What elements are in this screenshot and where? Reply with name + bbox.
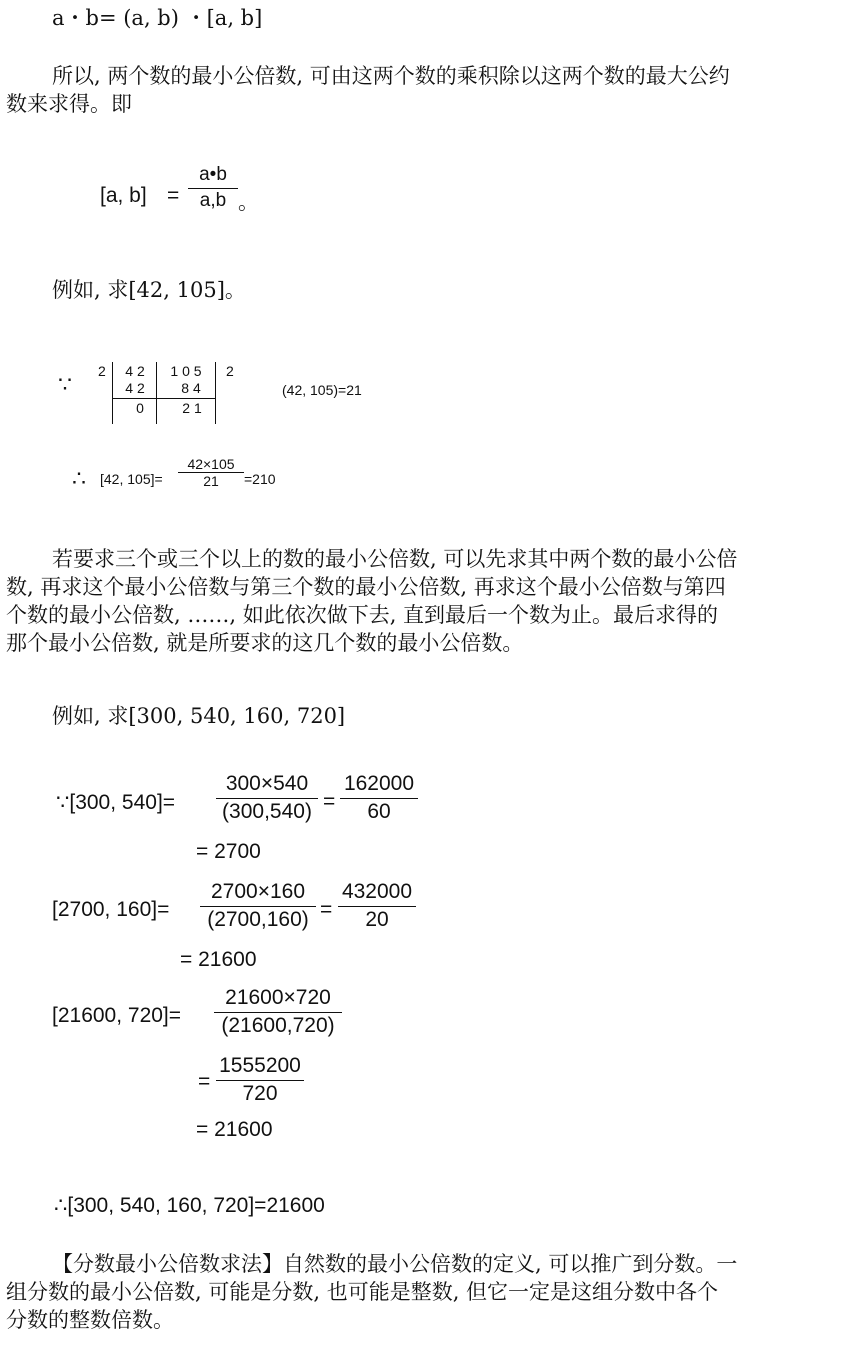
fraction-bar	[340, 798, 418, 799]
result-lhs: [42, 105]=	[100, 471, 163, 487]
fraction-denominator: 20	[365, 908, 389, 931]
fraction-bar	[188, 188, 238, 189]
step-result: = 2700	[196, 840, 261, 863]
table-cell: 4 2	[125, 363, 145, 379]
step-equals: =	[323, 790, 336, 813]
step-fraction-2	[216, 1054, 304, 1106]
formula-equals: =	[167, 184, 180, 207]
fraction-denominator: (21600,720)	[221, 1014, 335, 1037]
divisor-right: 2	[226, 363, 234, 379]
step-equals: =	[198, 1070, 211, 1093]
paragraph-line: 所以, 两个数的最小公倍数, 可由这两个数的乘积除以这两个数的最大公约	[52, 64, 730, 88]
table-line-middle	[156, 362, 157, 424]
fraction-denominator: (2700,160)	[207, 908, 309, 931]
step-fraction-1	[214, 986, 342, 1038]
table-line-right	[215, 362, 216, 424]
fraction-numerator: 162000	[343, 772, 415, 795]
fraction-bar	[216, 798, 318, 799]
fraction-denominator: 60	[367, 800, 391, 823]
paragraph-line: 个数的最小公倍数, ……, 如此依次做下去, 直到最后一个数为止。最后求得的	[6, 603, 719, 627]
fraction-denominator: 21	[203, 473, 219, 489]
step-fraction-2	[338, 880, 416, 932]
table-line-left	[112, 362, 113, 424]
paragraph-multiple-numbers	[6, 545, 836, 657]
paragraph-line: 那个最小公倍数, 就是所要求的这几个数的最小公倍数。	[6, 631, 524, 655]
step-lhs: ∵[300, 540]=	[56, 791, 176, 814]
result-fraction	[178, 456, 244, 489]
fraction-bar	[338, 906, 416, 907]
fraction-bar	[200, 906, 316, 907]
fraction-numerator: 432000	[341, 880, 413, 903]
fraction-numerator: 42×105	[187, 456, 235, 472]
paragraph-line: 若要求三个或三个以上的数的最小公倍数, 可以先求其中两个数的最小公倍	[52, 547, 738, 571]
paragraph-line: 数, 再求这个最小公倍数与第三个数的最小公倍数, 再求这个最小公倍数与第四	[6, 575, 726, 599]
formula-lhs: [a, b]	[100, 184, 147, 207]
table-line-horizontal	[112, 398, 216, 399]
table-cell: 0	[136, 400, 144, 416]
paragraph-line: 组分数的最小公倍数, 可能是分数, 也可能是整数, 但它一定是这组分数中各个	[6, 1280, 719, 1304]
gcd-result: (42, 105)=21	[282, 382, 362, 398]
fraction-bar	[214, 1012, 342, 1013]
step-result: = 21600	[196, 1118, 273, 1141]
therefore-symbol: ∴	[72, 466, 86, 491]
step-lhs: [21600, 720]=	[52, 1004, 182, 1027]
divisor-left: 2	[98, 363, 106, 379]
formula-end-mark: 。	[238, 190, 259, 214]
table-cell: 1 0 5	[170, 363, 202, 379]
table-cell: 2 1	[182, 400, 202, 416]
paragraph-fraction-lcm	[6, 1250, 836, 1334]
step-equals: =	[320, 898, 333, 921]
fraction-denominator: a,b	[199, 190, 227, 211]
paragraph-line: 数来求得。即	[6, 92, 132, 116]
because-symbol: ∵	[58, 372, 72, 397]
step-fraction-2	[340, 772, 418, 824]
table-cell: 4 2	[125, 380, 145, 396]
identity-line: a・b= (a, b) ・[a, b]	[52, 6, 263, 30]
fraction-numerator: 1555200	[219, 1054, 301, 1077]
step-fraction-1	[200, 880, 316, 932]
result-rhs: =210	[244, 471, 276, 487]
table-cell: 8 4	[181, 380, 201, 396]
example-2-result: ∴[300, 540, 160, 720]=21600	[54, 1194, 325, 1217]
paragraph-line: 【分数最小公倍数求法】自然数的最小公倍数的定义, 可以推广到分数。一	[52, 1252, 738, 1276]
step-lhs: [2700, 160]=	[52, 898, 170, 921]
fraction-bar	[216, 1080, 304, 1081]
formula-fraction	[188, 164, 238, 212]
step-result: = 21600	[180, 948, 257, 971]
example-2-intro: 例如, 求[300, 540, 160, 720]	[52, 704, 346, 728]
fraction-numerator: a•b	[199, 164, 227, 185]
fraction-numerator: 21600×720	[225, 986, 331, 1009]
step-fraction-1	[216, 772, 318, 824]
paragraph-line: 分数的整数倍数。	[6, 1308, 174, 1332]
paragraph-lcm-method	[6, 62, 836, 118]
fraction-numerator: 2700×160	[210, 880, 306, 903]
fraction-numerator: 300×540	[225, 772, 309, 795]
fraction-denominator: 720	[242, 1082, 278, 1105]
fraction-denominator: (300,540)	[222, 800, 312, 823]
example-1-intro: 例如, 求[42, 105]。	[52, 278, 246, 302]
